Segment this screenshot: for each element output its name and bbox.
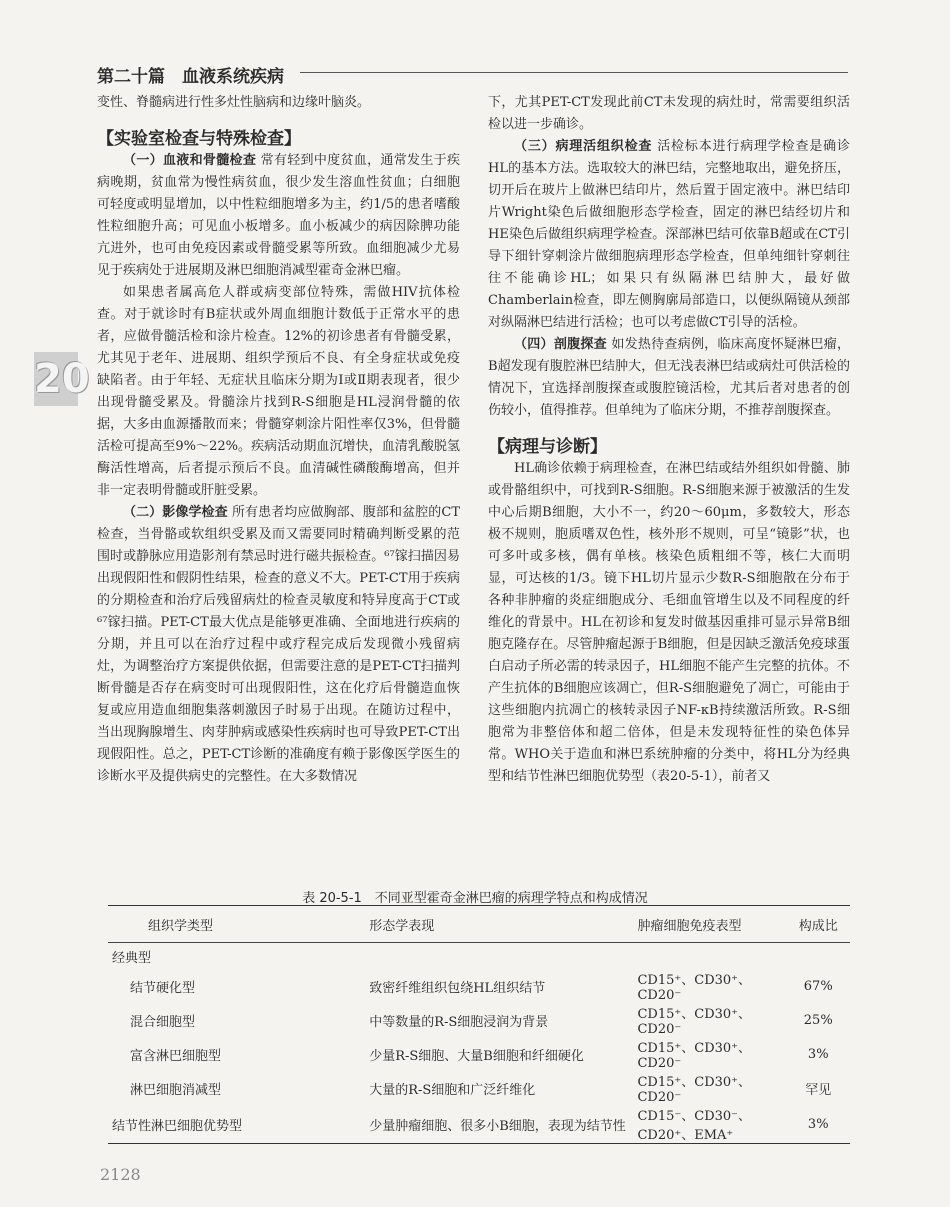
table-cell-immuno: CD15⁺、CD30⁺、CD20⁻ — [637, 1075, 752, 1105]
text-blood-marrow: 常有轻到中度贫血，通常发生于疾病晚期，贫血常为慢性病贫血，很少发生溶血性贫血；白细胞可轻度或明显增加，以中性粒细胞增多为主，约1/5的患者嗜酸性粒细胞升高；可见血小板增多。血小板减少的病因除脾功能亢进外，也可由免疫因素或骨髓受累等所致。血细胞减少尤易见于疾病处于进展期及淋巴细胞消减型霍奇金淋巴瘤。 — [97, 153, 460, 278]
table-cell-ratio: 3% — [786, 1105, 850, 1144]
text-imaging: 所有患者均应做胸部、腹部和盆腔的CT检查，当骨骼或软组织受累及而又需要同时精确判断受累的范围时或静脉应用造影剂有禁忌时进行磁共振检查。⁶⁷镓扫描因易出现假阳性和假阴性结果，检查的意义不大。PET-CT用于疾病的分期检查和治疗后残留病灶的检查灵敏度和特异度高于CT或⁶⁷镓扫描。PET-CT最大优点是能够更准确、全面地进行疾病的分期，并且可以在治疗过程中或疗程完成后发现微小残留病灶，为调整治疗方案提供依据，但需要注意的是PET-CT扫描判断骨髓是否存在病变时可出现假阳性，这在化疗后骨髓造血恢复或应用造血细胞集落刺激因子时易于出现。在随访过程中，当出现胸腺增生、肉芽肿病或感染性疾病时也可导致PET-CT出现假阳性。总之，PET-CT诊断的准确度有赖于影像医学医生的诊断水平及提供病史的完整性。在大多数情况 — [97, 505, 460, 784]
table-header-row — [108, 906, 850, 943]
page-number: 2128 — [100, 1165, 141, 1184]
text-laparotomy: 如发热待查病例，临床高度怀疑淋巴瘤，B超发现有腹腔淋巴结肿大，但无浅表淋巴结或病灶可供活检的情况下，宜选择剖腹探查或腹腔镜活检，尤其后者对患者的创伤较小，值得推荐。但单纯为了临床分期，不推荐剖腹探查。 — [488, 337, 850, 418]
left-column — [97, 92, 460, 788]
table-header-type: 组织学类型 — [108, 906, 299, 943]
pathology-table — [108, 905, 850, 1144]
table-cell-type: 结节性淋巴细胞优势型 — [108, 1105, 299, 1144]
header-rule — [300, 72, 848, 73]
table-cell-type: 淋巴细胞消减型 — [130, 1082, 222, 1098]
lead-laparotomy: （四）剖腹探查 — [514, 337, 607, 352]
table-cell-type: 富含淋巴细胞型 — [130, 1048, 222, 1064]
table-cell-immuno: CD15⁺、CD30⁺、CD20⁻ — [637, 973, 752, 1003]
table-header-morphology: 形态学表现 — [299, 906, 633, 943]
text-biopsy: 活检标本进行病理学检查是确诊HL的基本方法。选取较大的淋巴结，完整地取出，避免挤压，切开后在玻片上做淋巴结印片，然后置于固定液中。淋巴结印片Wright染色后做细胞形态学检查，固定的淋巴结经切片和HE染色后做组织病理学检查。深部淋巴结可依靠B超或在CT引导下细针穿刺涂片做细胞病理形态学检查，但单纯细针穿刺往往不能确诊HL；如果只有纵隔淋巴结肿大，最好做Chamberlain检查，即左侧胸廓局部造口，以便纵隔镜从颈部对纵隔淋巴结进行活检；也可以考虑做CT引导的活检。 — [488, 139, 850, 330]
lead-imaging: （二）影像学检查 — [123, 505, 228, 520]
chapter-tab: 20 — [34, 352, 78, 406]
table-cell-ratio: 25% — [803, 1012, 833, 1028]
table-caption: 表 20-5-1 不同亚型霍奇金淋巴瘤的病理学特点和构成情况 — [302, 891, 648, 906]
table-cell-immuno: CD15⁺、CD30⁺、CD20⁻ — [637, 1041, 752, 1071]
table-cell-morphology: 大量的R-S细胞和广泛纤维化 — [369, 1082, 536, 1098]
table-row — [108, 1105, 850, 1144]
table-group-label: 经典型 — [112, 950, 152, 966]
table-cell-ratio: 3% — [807, 1046, 829, 1062]
table-cell-morphology: 中等数量的R-S细胞浸润为背景 — [369, 1014, 549, 1030]
table-cell-morphology: 少量R-S细胞、大量B细胞和纤细硬化 — [369, 1048, 584, 1064]
paragraph-pathology: HL确诊依赖于病理检查，在淋巴结或结外组织如骨髓、肺或骨骼组织中，可找到R-S细胞。R-S细胞来源于被激活的生发中心后期B细胞，大小不一，约20～60μm，多数较大，形态极不规则，胞质嗜双色性，核外形不规则，可呈“镜影”状，也可多叶或多核，偶有单核。核染色质粗细不等，核仁大而明显，可达核的1/3。镜下HL切片显示少数R-S细胞散在分布于各种非肿瘤的炎症细胞成分、毛细血管增生以及不同程度的纤维化的背景中。HL在初诊和复发时做基因重排可显示异常B细胞克隆存在。尽管肿瘤起源于B细胞，但是因缺乏激活免疫球蛋白启动子所必需的转录因子，HL细胞不能产生完整的抗体。不产生抗体的B细胞应该凋亡，但R-S细胞避免了凋亡，可能由于这些细胞内抗凋亡的核转录因子NF-κB持续激活所致。R-S细胞常为非整倍体和超二倍体，但是未发现特征性的染色体异常。WHO关于造血和淋巴系统肿瘤的分类中，将HL分为经典型和结节性淋巴细胞优势型（表20-5-1），前者又 — [488, 461, 850, 784]
paragraph-biopsy — [488, 136, 850, 334]
table-cell-immuno: CD15⁻、CD30⁻、CD20⁺、EMA⁺ — [633, 1105, 786, 1144]
table-cell-type: 混合细胞型 — [130, 1014, 196, 1030]
lead-biopsy: （三）病理活组织检查 — [514, 139, 653, 154]
page-header-title: 第二十篇 血液系统疾病 — [97, 67, 284, 87]
table-header-immuno: 肿瘤细胞免疫表型 — [633, 906, 786, 943]
table-row — [108, 1003, 850, 1037]
table-header-ratio: 构成比 — [786, 906, 850, 943]
table-row — [108, 1071, 850, 1105]
table-cell-ratio: 罕见 — [805, 1082, 832, 1098]
table-group-row — [108, 943, 850, 970]
table-row — [108, 1037, 850, 1071]
table-cell-immuno: CD15⁺、CD30⁺、CD20⁻ — [637, 1007, 752, 1037]
section-title-pathology: 【病理与诊断】 — [488, 437, 607, 457]
right-column — [488, 92, 850, 788]
table-cell-ratio: 67% — [803, 978, 833, 994]
table-row — [108, 969, 850, 1003]
left-intro: 变性、脊髓病进行性多灶性脑病和边缘叶脑炎。 — [97, 95, 371, 110]
right-intro: 下，尤其PET-CT发现此前CT未发现的病灶时，常需要组织活检以进一步确诊。 — [488, 95, 850, 132]
paragraph-blood-marrow — [97, 150, 460, 282]
paragraph-hiv: 如果患者属高危人群或病变部位特殊，需做HIV抗体检查。对于就诊时有B症状或外周血细胞计数低于正常水平的患者，应做骨髓活检和涂片检查。12%的初诊患者有骨髓受累，尤其见于老年、进展期、组织学预后不良、有全身症状或免疫缺陷者。由于年轻、无症状且临床分期为Ⅰ或Ⅱ期表现者，很少出现骨髓受累及。骨髓涂片找到R-S细胞是HL浸润骨髓的依据，大多由血源播散而来；骨髓穿刺涂片阳性率仅3%，但骨髓活检可提高至9%～22%。疾病活动期血沉增快，血清乳酸脱氢酶活性增高，后者提示预后不良。血清碱性磷酸酶增高，但并非一定表明骨髓或肝脏受累。 — [97, 285, 460, 498]
lead-blood-marrow: （一）血液和骨髓检查 — [123, 153, 257, 168]
paragraph-imaging — [97, 502, 460, 788]
paragraph-laparotomy — [488, 334, 850, 422]
section-title-lab: 【实验室检查与特殊检查】 — [97, 129, 301, 149]
table-cell-morphology: 少量肿瘤细胞、很多小B细胞，表现为结节性 — [299, 1105, 633, 1144]
table-cell-type: 结节硬化型 — [130, 980, 196, 996]
table-cell-morphology: 致密纤维组织包绕HL组织结节 — [369, 980, 546, 996]
